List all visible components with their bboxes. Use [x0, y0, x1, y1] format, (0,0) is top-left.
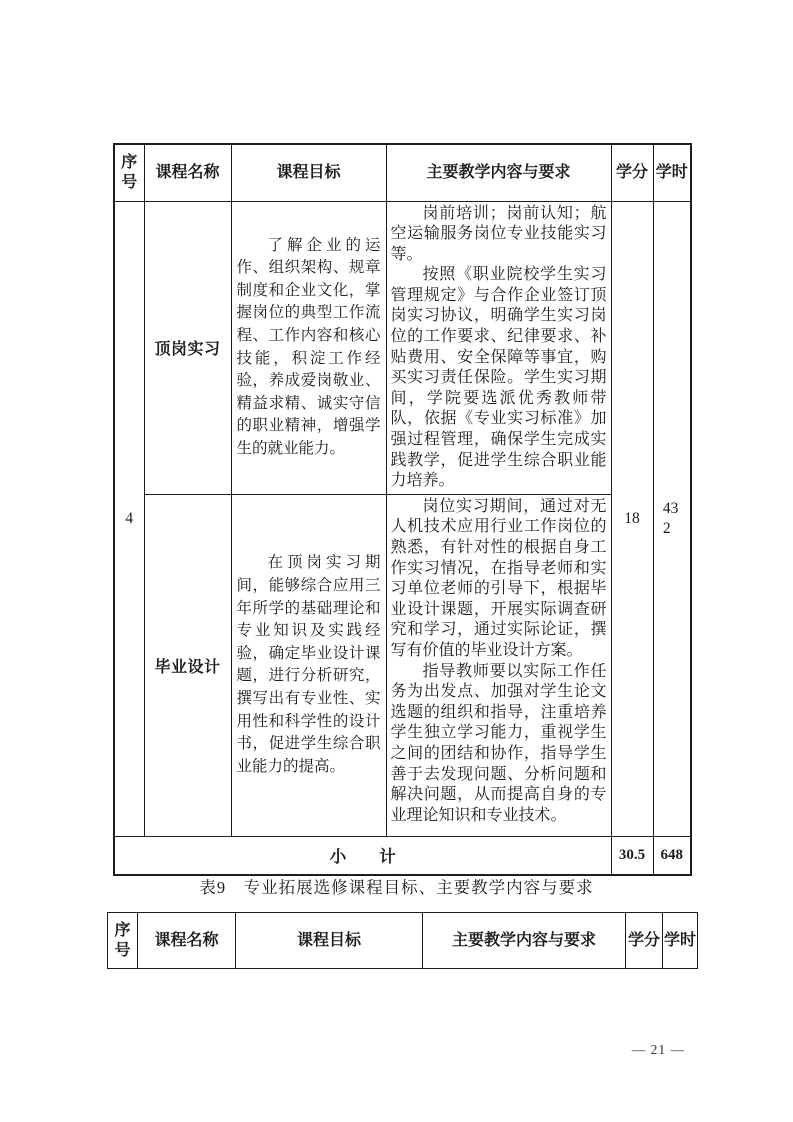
- course-table: [113, 143, 692, 876]
- header-course-name: 课程名称: [144, 144, 231, 201]
- header-course-objective: 课程目标: [231, 144, 386, 201]
- header-seq-no: 序号: [108, 913, 138, 969]
- header-course-name: 课程名称: [138, 913, 236, 969]
- course-name-cell: 顶岗实习: [144, 201, 231, 494]
- subtotal-credits-cell: 30.5: [611, 836, 653, 875]
- header-teaching-content: 主要教学内容与要求: [386, 144, 611, 201]
- header-credits: 学分: [626, 913, 663, 969]
- table9-caption: 表9 专业拓展选修课程目标、主要教学内容与要求: [199, 878, 594, 897]
- course-name-cell: 毕业设计: [144, 494, 231, 836]
- header-course-objective: 课程目标: [236, 913, 423, 969]
- ext-course-table: [107, 912, 698, 969]
- content-paragraph: 岗位实习期间，通过对无人机技术应用行业工作岗位的熟悉，有针对性的根据自身工作实习情况，在指导老师和实习单位老师的引导下，根据毕业设计课题，开展实际调查研究和学习，通过实际论证，撰写有价值的毕业设计方案。: [390, 497, 607, 659]
- hours-cell: [653, 201, 691, 836]
- content-paragraph: 指导教师要以实际工作任务为出发点、加强对学生论文选题的组织和指导，注重培养学生独立学习能力，重视学生之间的团结和协作，指导学生善于去发现问题、分析问题和解决问题，从而提高自身的专业理论知识和专业技术。: [390, 662, 607, 824]
- table-row: [114, 201, 691, 494]
- course-table-header-row: [114, 144, 691, 201]
- page-number: — 21 —: [631, 1042, 685, 1057]
- header-seq-no: 序号: [114, 144, 144, 201]
- table-row: [114, 494, 691, 836]
- seq-no-cell: 4: [114, 201, 144, 836]
- teaching-content-cell: [386, 494, 611, 836]
- subtotal-hours-cell: 648: [653, 836, 691, 875]
- subtotal-label-cell: 小 计: [114, 836, 611, 875]
- subtotal-row: [114, 836, 691, 875]
- ext-course-table-header-row: [108, 913, 698, 969]
- header-hours: 学时: [653, 144, 691, 201]
- header-hours: 学时: [663, 913, 698, 969]
- course-objective-cell: [231, 494, 386, 836]
- teaching-content-cell: [386, 201, 611, 494]
- header-credits: 学分: [611, 144, 653, 201]
- credits-cell: 18: [611, 201, 653, 836]
- content-paragraph: 岗前培训；岗前认知；航空运输服务岗位专业技能实习等。: [390, 204, 607, 263]
- course-objective-cell: [231, 201, 386, 494]
- objective-paragraph: 了解企业的运作、组织架构、规章制度和企业文化，掌握岗位的典型工作流程、工作内容和核心技能，积淀工作经验，养成爱岗敬业、精益求精、诚实守信的职业精神，增强学生的就业能力。: [236, 236, 381, 458]
- content-paragraph: 按照《职业院校学生实习管理规定》与合作企业签订顶岗实习协议，明确学生实习岗位的工作要求、纪律要求、补贴费用、安全保障等事宜，购买实习责任保险。学生实习期间，学院要选派优秀教师带队，依据《专业实习标准》加强过程管理，确保学生完成实践教学，促进学生综合职业能力培养。: [390, 266, 607, 490]
- hours-value: 432: [662, 499, 679, 537]
- header-teaching-content: 主要教学内容与要求: [423, 913, 626, 969]
- objective-paragraph: 在顶岗实习期间，能够综合应用三年所学的基础理论和专业知识及实践经验，确定毕业设计课题，进行分析研究，撰写出有专业性、实用性和科学性的设计书，促进学生综合职业能力的提高。: [236, 554, 381, 775]
